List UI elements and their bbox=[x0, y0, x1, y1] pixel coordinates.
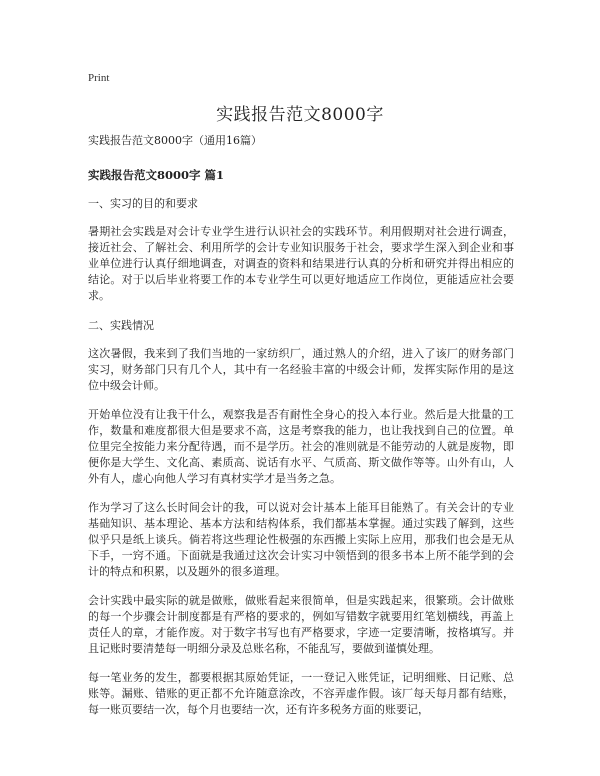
paragraph: 暑期社会实践是对会计专业学生进行认识社会的实践环节。利用假期对社会进行调查，接近社会、了解社会、利用所学的会计专业知识服务于社会，要求学生深入到企业和事业单位进行认真仔细地调查，对调查的资料和结果进行认真的分析和研究并得出相应的结论。对于以后毕业将要工作的本专业学生可以更好地适应工作岗位，更能适应社会要求。 bbox=[88, 225, 514, 302]
document-title: 实践报告范文8000字 bbox=[216, 105, 384, 125]
heading-practice: 二、实践情况 bbox=[88, 319, 154, 332]
paragraph: 会计实践中最实际的就是做账，做账看起来很简单，但是实践起来，很繁琐。会计做账的每一个步骤会计制度都是有严格的要求的，例如写错数字就要用红笔划横线，再盖上责任人的章，才能作废。对于数字书写也有严格要求，字迹一定要清晰，按格填写。并且记账时要清楚每一明细分录及总账名称，不能乱写，要做到谨慎处理。 bbox=[88, 594, 514, 655]
document-subtitle: 实践报告范文8000字（通用16篇） bbox=[88, 134, 262, 147]
paragraph: 这次暑假，我来到了我们当地的一家纺织厂，通过熟人的介绍，进入了该厂的财务部门实习，财务部门只有几个人，其中有一名经验丰富的中级会计师，发挥实际作用的是这位中级会计师。 bbox=[88, 347, 514, 392]
document-body bbox=[88, 132, 514, 731]
paragraph: 开始单位没有让我干什么，观察我是否有耐性全身心的投入本行业。然后是大批量的工作，数量和难度都很大但是要求不高，这是考察我的能力，也让我找到自己的位置。单位里完全按能力来分配待遇，而不是学历。社会的准则就是不能劳动的人就是废物，即便你是大学生、文化高、素质高、说话有水平、气质高、斯文做作等等。山外有山，人外有人，虚心向他人学习有真材实学才是当务之急。 bbox=[88, 408, 514, 485]
section-title: 实践报告范文8000字 篇1 bbox=[88, 168, 225, 182]
paragraph: 作为学习了这么长时间会计的我，可以说对会计基本上能耳目能熟了。有关会计的专业基础知识、基本理论、基本方法和结构体系，我们都基本掌握。通过实践了解到，这些似乎只是纸上谈兵。倘若将这些理论性极强的东西搬上实际上应用，那我们也会是无从下手，一窍不通。下面就是我通过这次会计实习中领悟到的很多书本上所不能学到的会计的特点和积累，以及题外的很多道理。 bbox=[88, 501, 514, 578]
paragraph: 每一笔业务的发生，都要根据其原始凭证，一一登记入账凭证，记明细账、日记账、总账等。漏账、错账的更正都不允许随意涂改，不容弄虚作假。该厂每天每月都有结账，每一账页要结一次，每个月也要结一次，还有许多税务方面的账要记， bbox=[88, 671, 514, 716]
heading-purpose: 一、实习的目的和要求 bbox=[88, 197, 198, 210]
print-link[interactable]: Print bbox=[88, 72, 110, 84]
